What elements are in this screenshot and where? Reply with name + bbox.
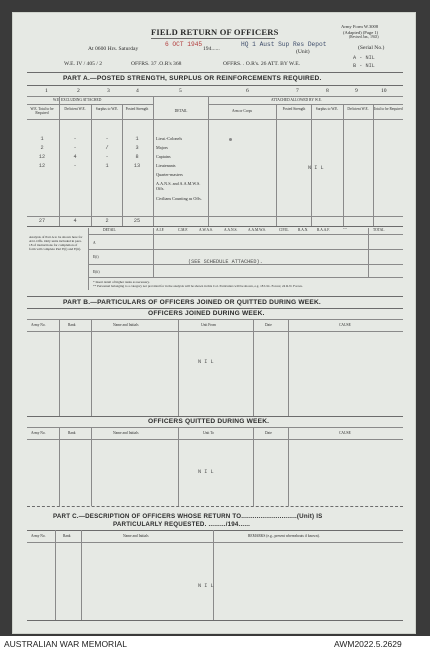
row4-c2: - (73, 163, 77, 169)
row4-c1: 12 (38, 163, 46, 169)
partc-col-remarks: REMARKS (e.g., present whereabouts if known). (248, 534, 320, 538)
we-excluding-attached: W.E. EXCLUDING ATTACHED (53, 98, 102, 102)
detail-aans: A.A.N.S. and A.A.M.W.S. Offs. (156, 181, 201, 191)
part-c-heading-2: PARTICULARLY REQUESTED. ........./194...... (113, 521, 251, 528)
row1-c4: 1 (135, 136, 139, 142)
row1-c2: - (73, 136, 77, 142)
detail-col-cmf: C.M.F. (178, 228, 188, 232)
col-num-7: 7 (296, 88, 299, 94)
we-line: W.E. IV / 405 / 2 (64, 61, 103, 67)
b-nil: B - NIL (353, 63, 375, 69)
total-c2: 4 (73, 218, 77, 224)
detail-col-other: " " (343, 228, 347, 232)
unit-stamp: HQ 1 Aust Sup Res Depot (241, 41, 327, 48)
analysis-note: Analysis of Part A to be shown here for ALL Offs. Only units included in para. 18 of instructions for completion of form will complete Part E(i) and E(ii). (29, 235, 83, 251)
quitted-col-rank: Rank (68, 431, 76, 435)
total-c3: 2 (105, 218, 109, 224)
form-sheet (12, 12, 416, 634)
detail-civilians: Civilians Counting as Offs. (156, 196, 202, 201)
title-underline (151, 38, 275, 39)
row3-c4: 8 (135, 154, 139, 160)
detail-col-detail: DETAIL (103, 228, 116, 232)
serial-label: (Serial No.) (358, 45, 385, 51)
army-form-label: Army Form W.3008 (341, 24, 379, 29)
revised-label: (Revised Jan., 1943) (349, 35, 379, 39)
col-header-9: Deficient W.E. (347, 107, 369, 111)
attached-allowed: ATTACHED ALLOWED BY W.E. (271, 98, 322, 102)
col-header-2: Deficient W.E. (64, 107, 86, 111)
part-c-heading-1: PART C.—DESCRIPTION OF OFFICERS WHOSE RETURN TO.............................(Unit) IS (53, 513, 323, 520)
col-num-1: 1 (45, 88, 48, 94)
footer-credit: AUSTRALIAN WAR MEMORIAL (4, 639, 127, 649)
detail-quartermasters: Quarter-masters (156, 172, 183, 177)
detail-col-ran: R.A.N. (298, 228, 309, 232)
detail-col-aif: A.I.F. (156, 228, 165, 232)
col-num-6: 6 (246, 88, 249, 94)
detail-captains: Captains (156, 154, 171, 159)
row-label-ei: E(i) (93, 255, 99, 259)
partc-nil: N I L (198, 583, 214, 589)
col-header-8: Surplus to W.E. (315, 107, 339, 111)
col-header-5: DETAIL (174, 109, 188, 113)
part-a-heading: PART A.—POSTED STRENGTH, SURPLUS OR REINFORCEMENTS REQUIRED. (63, 75, 322, 82)
row2-c4: 3 (135, 145, 139, 151)
col-header-6: Arm or Corps (232, 109, 252, 113)
date-stamp: 6 OCT 1945 (165, 41, 203, 48)
detail-lt-colonels: Lieut.-Colonels (156, 136, 183, 141)
row-label-eii: E(ii) (93, 270, 100, 274)
col-header-10: Total to be Required (373, 107, 403, 111)
adapted-label: (Adapted) (Page 1) (343, 30, 379, 35)
joined-col-name: Name and Initials (113, 323, 139, 327)
joined-col-unit-from: Unit From (201, 323, 217, 327)
joined-nil: N I L (198, 359, 214, 365)
detail-col-total: TOTAL (373, 228, 385, 232)
joined-col-rank: Rank (68, 323, 76, 327)
quitted-title: OFFICERS QUITTED DURING WEEK. (148, 418, 270, 425)
total-c4: 25 (133, 218, 141, 224)
col-num-5: 5 (179, 88, 182, 94)
col-num-4: 4 (136, 88, 139, 94)
quitted-col-unit-to: Unit To (203, 431, 214, 435)
row-label-a: A (93, 241, 96, 245)
quitted-col-army-no: Army No. (31, 431, 46, 435)
schedule-note: (SEE SCHEDULE ATTACHED). (188, 259, 263, 265)
attached-nil: N I L (308, 165, 324, 171)
col-num-3: 3 (107, 88, 110, 94)
footnote-2: ** Personnel belonging to a category not provided for in the analysis will be shown in this Col. Particulars will be shown, e.g. 18 U.K. Forces; 24 R.N. Forces. (93, 284, 303, 288)
row1-c3: - (105, 136, 109, 142)
quitted-col-name: Name and Initials (113, 431, 139, 435)
offrs2-line: OFFRS. . O.R's. 26 ATT. BY W.E. (223, 61, 301, 67)
row1-c1: 1 (40, 136, 44, 142)
joined-col-army-no: Army No. (31, 323, 46, 327)
detail-col-civil: CIVIL (279, 228, 289, 232)
partc-col-rank: Rank (63, 534, 71, 538)
col-num-9: 9 (355, 88, 358, 94)
col-header-7: Posted Strength (282, 107, 306, 111)
at-line: At 0600 Hrs. Saturday (88, 46, 139, 52)
footnote-1: * Insert detail of higher ranks as necessary. (93, 280, 150, 284)
total-c1: 27 (38, 218, 46, 224)
joined-col-cause: CAUSE (339, 323, 351, 327)
ink-mark (229, 138, 232, 141)
unit-label: (Unit) (296, 49, 310, 55)
year-suffix: 194...... (203, 46, 220, 52)
partc-col-name: Name and Initials (123, 534, 149, 538)
joined-col-date: Date (265, 323, 272, 327)
detail-col-raaf: R.A.A.F. (317, 228, 330, 232)
footer-accession: AWM2022.5.2629 (334, 639, 402, 649)
row4-c3: 1 (105, 163, 109, 169)
part-b-heading: PART B.—PARTICULARS OF OFFICERS JOINED OR QUITTED DURING WEEK. (63, 299, 321, 306)
offrs-line: OFFRS. 37 .O.R's 368 (131, 61, 182, 67)
row4-c4: 13 (133, 163, 141, 169)
quitted-nil: N I L (198, 469, 214, 475)
quitted-col-cause: CAUSE (339, 431, 351, 435)
col-num-2: 2 (77, 88, 80, 94)
col-header-4: Posted Strength (125, 107, 149, 111)
row3-c1: 12 (38, 154, 46, 160)
detail-lieutenants: Lieutenants (156, 163, 176, 168)
row3-c3: - (105, 154, 109, 160)
col-num-10: 10 (381, 88, 387, 94)
col-header-3: Surplus to W.E. (95, 107, 119, 111)
a-nil: A - NIL (353, 55, 375, 61)
col-header-1: W.E. Total to be Required (30, 107, 54, 116)
detail-majors: Majors (156, 145, 168, 150)
form-title: FIELD RETURN OF OFFICERS (151, 27, 279, 37)
row2-c2: - (73, 145, 77, 151)
detail-col-aamws: A.A.M.W.S. (248, 228, 266, 232)
quitted-col-date: Date (265, 431, 272, 435)
col-num-8: 8 (326, 88, 329, 94)
joined-title: OFFICERS JOINED DURING WEEK. (148, 310, 265, 317)
row2-c1: 2 (40, 145, 44, 151)
partc-col-army-no: Army No. (31, 534, 46, 538)
detail-col-aans: A.A.N.S. (224, 228, 238, 232)
row2-c3: / (105, 145, 109, 151)
row3-c2: 4 (73, 154, 77, 160)
footer-bar (0, 636, 430, 653)
detail-col-awas: A.W.A.S. (199, 228, 213, 232)
